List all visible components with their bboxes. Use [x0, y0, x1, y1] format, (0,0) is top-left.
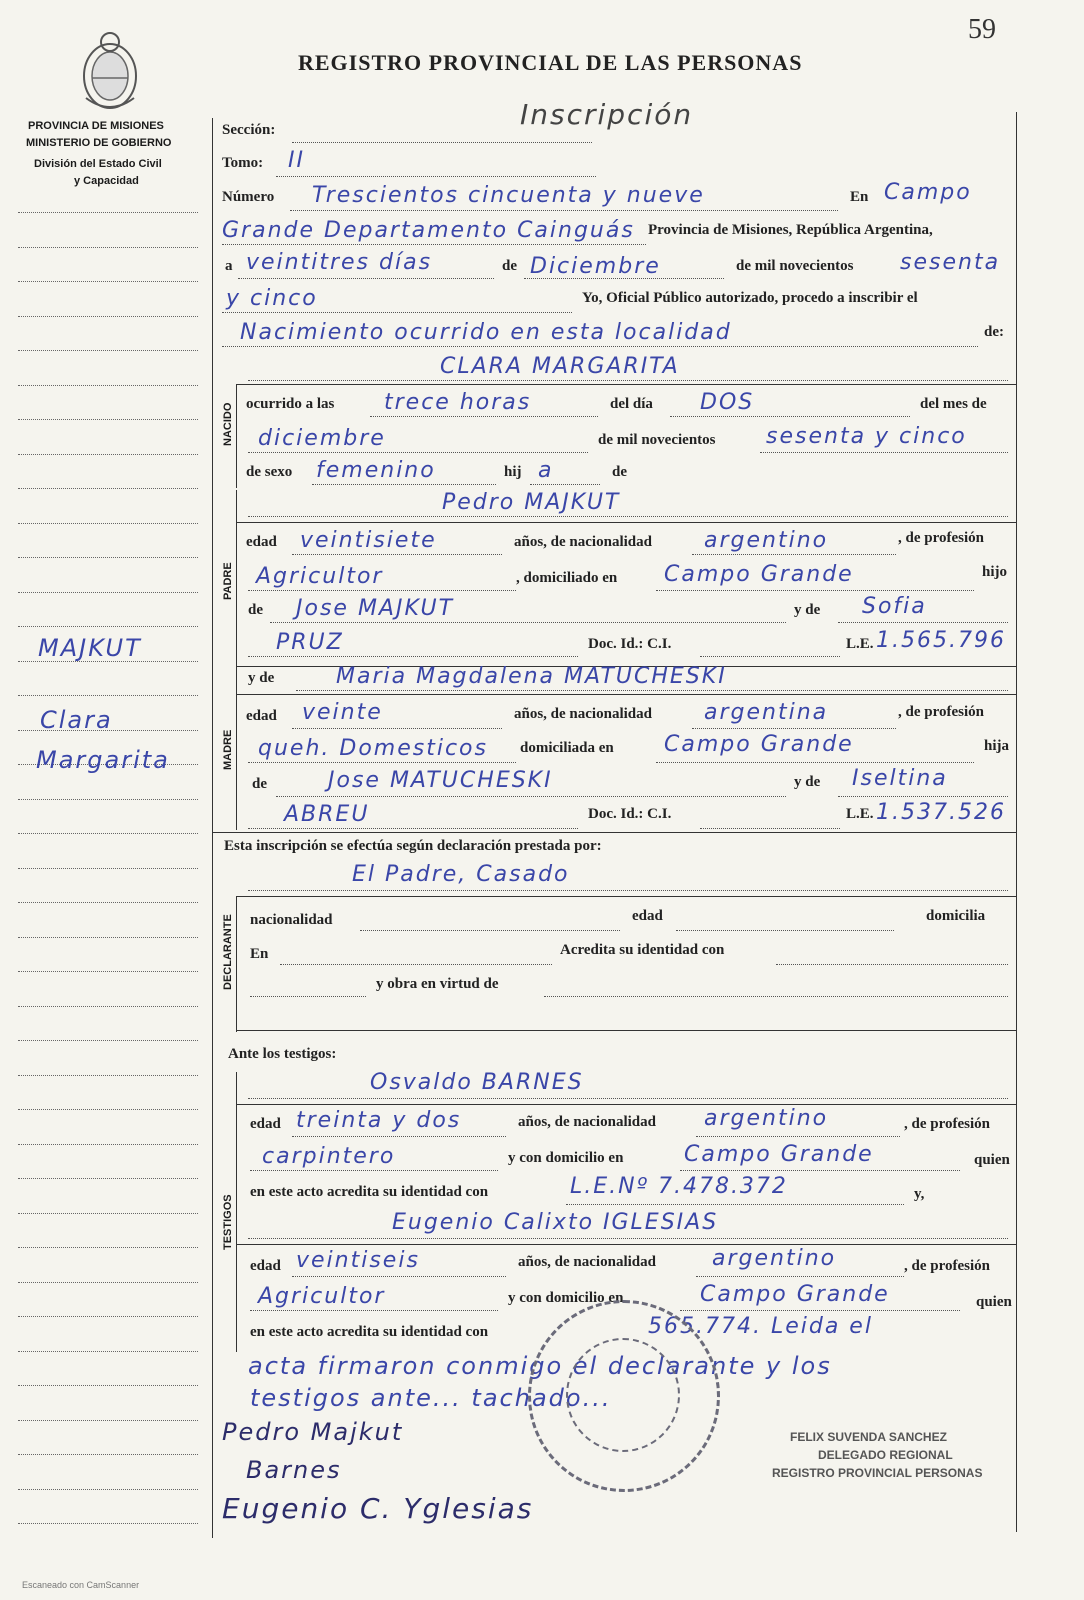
value-padre-padre: Jose MAJKUT — [296, 596, 455, 621]
margin-ruled-line — [18, 1006, 198, 1007]
value-tomo: II — [288, 148, 305, 173]
label-obra-virtud: y obra en virtud de — [376, 976, 499, 992]
value-hij-suffix: a — [538, 458, 554, 483]
org-line-2: MINISTERIO DE GOBIERNO — [26, 137, 172, 149]
header-overwrite: Inscripción — [520, 98, 694, 131]
label-tomo: Tomo: — [222, 155, 264, 171]
label-hija: hija — [984, 738, 1010, 754]
value-numero: Trescientos cincuenta y nueve — [312, 183, 705, 208]
side-label-madre: MADRE — [222, 729, 234, 770]
margin-ruled-line — [18, 626, 198, 627]
margin-ruled-line — [18, 1213, 198, 1214]
label-del-mes: del mes de — [920, 396, 987, 412]
label-anos-nac-padre: años, de nacionalidad — [514, 534, 652, 550]
value-madre-madre-a: Iseltina — [852, 766, 948, 791]
margin-ruled-line — [18, 1523, 198, 1524]
label-numero: Número — [222, 189, 275, 205]
margin-ruled-line — [18, 592, 198, 593]
label-en-decl: En — [250, 946, 269, 962]
value-anio-b: y cinco — [226, 286, 318, 311]
label-y-comma: y, — [914, 1186, 925, 1202]
value-lugar: Grande Departamento Cainguás — [222, 218, 635, 243]
margin-ruled-line — [18, 1420, 198, 1421]
value-t1-doc: L.E.Nº 7.478.372 — [570, 1174, 788, 1199]
value-t1-edad: treinta y dos — [296, 1108, 462, 1133]
margin-ruled-line — [18, 385, 198, 386]
org-line-3: División del Estado Civil — [34, 158, 162, 170]
value-acto: Nacimiento ocurrido en esta localidad — [240, 320, 732, 345]
value-t2-prof: Agricultor — [258, 1284, 386, 1309]
label-ante-testigos: Ante los testigos: — [228, 1046, 337, 1062]
label-seccion: Sección: — [222, 122, 276, 138]
margin-ruled-line — [18, 695, 198, 696]
label-provincia: Provincia de Misiones, República Argentina, — [648, 222, 933, 238]
margin-ruled-line — [18, 419, 198, 420]
value-t1-nac: argentino — [704, 1106, 829, 1131]
value-en: Campo — [884, 180, 972, 205]
official-role: DELEGADO REGIONAL — [818, 1448, 953, 1462]
page-number: 59 — [968, 14, 996, 45]
margin-ruled-line — [18, 1144, 198, 1145]
value-madre-nac: argentina — [704, 700, 829, 725]
value-padre-le: 1.565.796 — [876, 628, 1006, 653]
label-acredita-decl: Acredita su identidad con — [560, 942, 725, 958]
value-declarante: El Padre, Casado — [352, 862, 570, 887]
label-y-de-madre-2: y de — [794, 774, 821, 790]
label-ocurrido: ocurrido a las — [246, 396, 335, 412]
margin-ruled-line — [18, 833, 198, 834]
value-testigo2: Eugenio Calixto IGLESIAS — [392, 1210, 719, 1235]
label-del-dia: del día — [610, 396, 653, 412]
side-label-padre: PADRE — [222, 562, 234, 600]
label-de-mil-nov: de mil novecientos — [598, 432, 716, 448]
official-name: FELIX SUVENDA SANCHEZ — [790, 1430, 947, 1444]
value-madre-nombre: Maria Magdalena MATUCHESKI — [336, 664, 727, 689]
value-padre-prof: Agricultor — [256, 564, 384, 589]
label-prof-t1: , de profesión — [904, 1116, 990, 1132]
label-anos-nac-t2: años, de nacionalidad — [518, 1254, 656, 1270]
label-y-de-madre: y de — [248, 670, 275, 686]
value-cierre-1: acta firmaron conmigo el declarante y los — [248, 1352, 832, 1380]
label-anos-nac-madre: años, de nacionalidad — [514, 706, 652, 722]
nacido-top-rule — [236, 384, 1016, 385]
value-dia: DOS — [700, 390, 755, 415]
label-en: En — [850, 189, 869, 205]
label-de-padre: de — [248, 602, 263, 618]
margin-ruled-line — [18, 1454, 198, 1455]
margin-apellido: MAJKUT — [38, 634, 142, 662]
margin-ruled-line — [18, 212, 198, 213]
label-anos-nac-t1: años, de nacionalidad — [518, 1114, 656, 1130]
label-de-colon: de: — [984, 324, 1004, 340]
label-edad-t2: edad — [250, 1258, 281, 1274]
label-con-dom-t2: y con domicilio en — [508, 1290, 624, 1306]
label-edad-madre: edad — [246, 708, 277, 724]
label-acredita-t1: en este acto acredita su identidad con — [250, 1184, 489, 1200]
label-doc-id-padre: Doc. Id.: C.I. — [588, 636, 672, 652]
value-madre-dom: Campo Grande — [664, 732, 854, 757]
label-de-sexo: de sexo — [246, 464, 293, 480]
margin-ruled-line — [18, 1075, 198, 1076]
label-le-padre: L.E. — [846, 636, 874, 652]
margin-nombre-2: Margarita — [36, 746, 170, 774]
label-mil-novecientos: de mil novecientos — [736, 258, 854, 274]
label-hij: hij — [504, 464, 522, 480]
value-padre-dom: Campo Grande — [664, 562, 854, 587]
org-line-4: y Capacidad — [74, 175, 139, 187]
value-padre-nac: argentino — [704, 528, 829, 553]
label-prof-t2: , de profesión — [904, 1258, 990, 1274]
value-padre-edad: veintisiete — [300, 528, 437, 553]
value-testigo1: Osvaldo BARNES — [370, 1070, 584, 1095]
value-madre-madre-b: ABREU — [284, 802, 370, 827]
margin-ruled-line — [18, 1178, 198, 1179]
value-hora: trece horas — [384, 390, 532, 415]
label-a: a — [225, 258, 233, 274]
value-sexo: femenino — [316, 458, 436, 483]
margin-ruled-line — [18, 868, 198, 869]
label-quien-t1: quien — [974, 1152, 1010, 1168]
side-label-testigos: TESTIGOS — [222, 1194, 234, 1250]
margin-ruled-line — [18, 1247, 198, 1248]
margin-ruled-line — [18, 316, 198, 317]
label-de-madre: de — [252, 776, 267, 792]
label-prof-padre: , de profesión — [898, 530, 984, 546]
margin-ruled-line — [18, 1040, 198, 1041]
value-anio-a: sesenta — [900, 250, 1001, 275]
value-cierre-2: testigos ante... tachado... — [250, 1384, 612, 1412]
margin-ruled-line — [18, 454, 198, 455]
form-right-border — [1016, 112, 1017, 1532]
margin-ruled-line — [18, 1489, 198, 1490]
label-acredita-t2: en este acto acredita su identidad con — [250, 1324, 489, 1340]
value-madre-padre: Jose MATUCHESKI — [328, 768, 553, 793]
value-t2-dom: Campo Grande — [700, 1282, 890, 1307]
label-con-dom-t1: y con domicilio en — [508, 1150, 624, 1166]
value-t1-prof: carpintero — [262, 1144, 396, 1169]
value-madre-edad: veinte — [302, 700, 383, 725]
value-mes-nac: diciembre — [258, 426, 386, 451]
label-domiciliada-madre: domiciliada en — [520, 740, 614, 756]
margin-nombre-1: Clara — [40, 706, 113, 734]
label-y-de-padre: y de — [794, 602, 821, 618]
org-line-1: PROVINCIA DE MISIONES — [28, 120, 164, 132]
label-domiciliado-padre: , domiciliado en — [516, 570, 618, 586]
official-org: REGISTRO PROVINCIAL PERSONAS — [772, 1466, 983, 1480]
value-t1-dom: Campo Grande — [684, 1142, 874, 1167]
margin-ruled-line — [18, 247, 198, 248]
value-padre-madre-b: PRUZ — [276, 630, 344, 655]
label-prof-madre: , de profesión — [898, 704, 984, 720]
value-mes: Diciembre — [530, 254, 661, 279]
margin-ruled-line — [18, 1385, 198, 1386]
signature-1: Pedro Majkut — [222, 1418, 404, 1446]
label-le-madre: L.E. — [846, 806, 874, 822]
label-edad-t1: edad — [250, 1116, 281, 1132]
signature-2: Barnes — [246, 1456, 342, 1484]
label-domicilia-decl: domicilia — [926, 908, 986, 924]
value-anio-nac: sesenta y cinco — [766, 424, 967, 449]
value-padre-madre-a: Sofia — [862, 594, 927, 619]
margin-ruled-line — [18, 1351, 198, 1352]
value-t2-doc: 565.774. Leida el — [648, 1314, 873, 1339]
signature-3: Eugenio C. Yglesias — [222, 1492, 534, 1525]
margin-ruled-line — [18, 488, 198, 489]
margin-ruled-line — [18, 902, 198, 903]
margin-ruled-line — [18, 557, 198, 558]
value-madre-prof: queh. Domesticos — [258, 736, 488, 761]
value-t2-edad: veintiseis — [296, 1248, 420, 1273]
label-hijo: hijo — [982, 564, 1008, 580]
label-edad-padre: edad — [246, 534, 277, 550]
label-yo-oficial: Yo, Oficial Público autorizado, procedo a inscribir el — [582, 290, 918, 306]
label-edad-decl: edad — [632, 908, 663, 924]
margin-ruled-line — [18, 937, 198, 938]
label-nacionalidad-decl: nacionalidad — [250, 912, 333, 928]
margin-ruled-line — [18, 1282, 198, 1283]
label-inscripcion-decl: Esta inscripción se efectúa según declaración prestada por: — [224, 838, 602, 854]
margin-ruled-line — [18, 281, 198, 282]
side-label-nacido: NACIDO — [222, 402, 234, 446]
label-de: de — [502, 258, 517, 274]
value-t2-nac: argentino — [712, 1246, 837, 1271]
value-nombre: CLARA MARGARITA — [440, 354, 680, 379]
label-quien-t2: quien — [976, 1294, 1012, 1310]
value-madre-le: 1.537.526 — [876, 800, 1006, 825]
value-padre-nombre: Pedro MAJKUT — [442, 490, 621, 515]
margin-ruled-line — [18, 350, 198, 351]
margin-ruled-line — [18, 523, 198, 524]
margin-ruled-line — [18, 1316, 198, 1317]
value-dia-texto: veintitres días — [246, 250, 433, 275]
margin-ruled-line — [18, 799, 198, 800]
coat-of-arms-icon — [78, 28, 142, 112]
form-left-border — [212, 118, 213, 1538]
margin-ruled-line — [18, 1109, 198, 1110]
header-title: REGISTRO PROVINCIAL DE LAS PERSONAS — [298, 50, 803, 75]
scanner-footer: Escaneado con CamScanner — [22, 1580, 140, 1590]
margin-ruled-line — [18, 971, 198, 972]
side-label-declarante: DECLARANTE — [222, 914, 234, 990]
label-de-2: de — [612, 464, 627, 480]
label-doc-id-madre: Doc. Id.: C.I. — [588, 806, 672, 822]
